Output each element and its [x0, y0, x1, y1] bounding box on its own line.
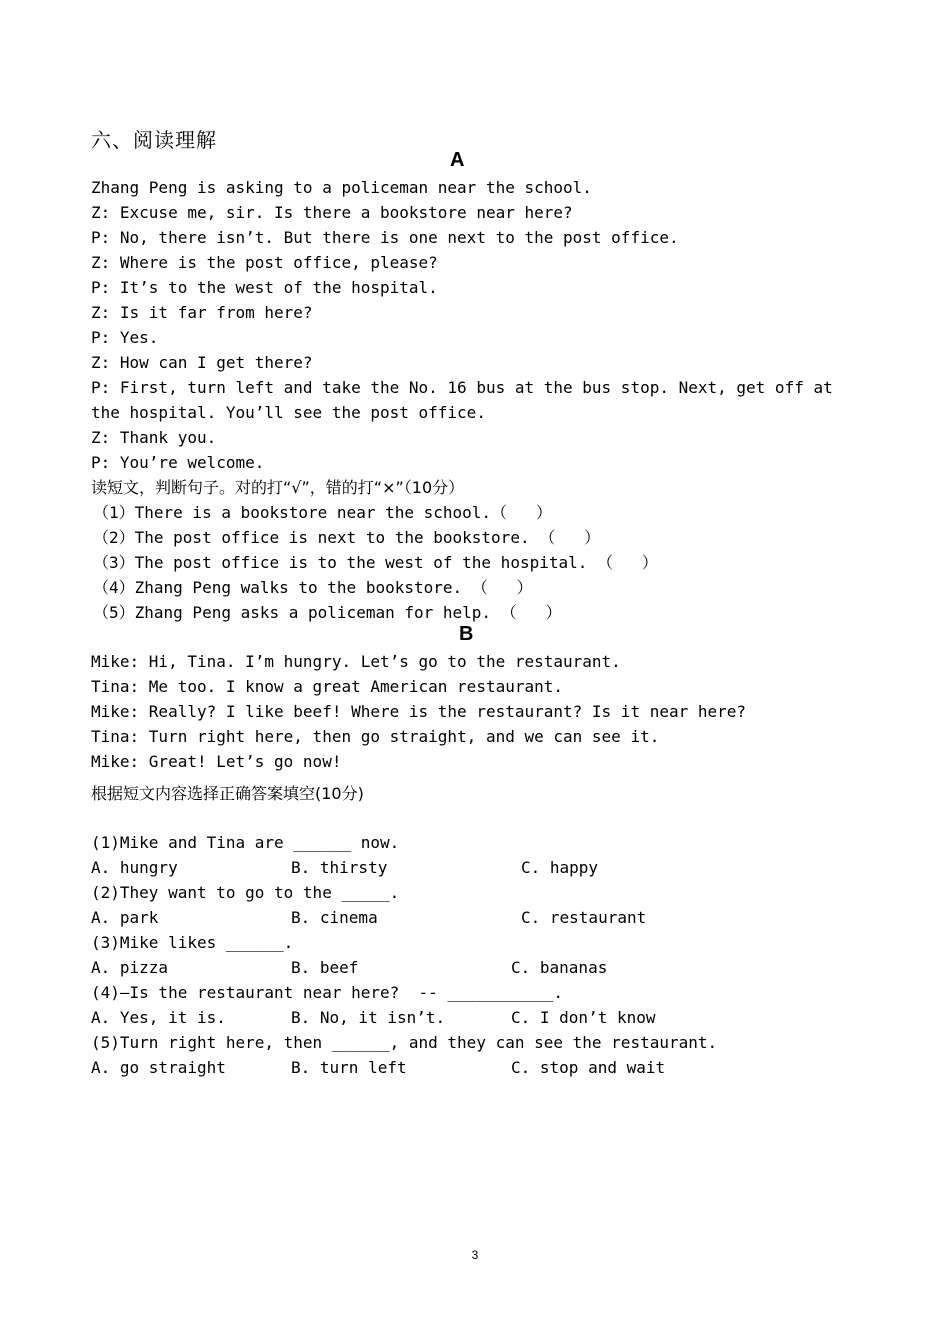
option-c: C. happy	[521, 858, 599, 877]
question-stem: (3)Mike likes ______.	[91, 933, 294, 952]
option-c: C. stop and wait	[511, 1058, 666, 1077]
passage-line: Z: Is it far from here?	[91, 303, 313, 322]
dialogue-line: Tina: Turn right here, then go straight, and we can see it.	[91, 727, 660, 746]
true-false-question: （3）The post office is to the west of the hospital. （ ）	[93, 553, 658, 572]
part-a-instruction: 读短文，判断句子。对的打“√”，错的打“×”（10分）	[91, 478, 465, 497]
option-a: A. pizza	[91, 958, 169, 977]
passage-line: Z: How can I get there?	[91, 353, 313, 372]
question-stem: (1)Mike and Tina are ______ now.	[91, 833, 400, 852]
true-false-question: （5）Zhang Peng asks a policeman for help. （ ）	[93, 603, 562, 622]
question-stem: (2)They want to go to the _____.	[91, 883, 400, 902]
dialogue-line: Mike: Really? I like beef! Where is the restaurant? Is it near here?	[91, 702, 747, 721]
option-a: A. hungry	[91, 858, 178, 877]
section-title: 六、阅读理解	[91, 128, 217, 152]
option-b: B. thirsty	[291, 858, 388, 877]
page-number: 3	[471, 1248, 479, 1262]
question-stem: (5)Turn right here, then ______, and they can see the restaurant.	[91, 1033, 718, 1052]
option-a: A. Yes, it is.	[91, 1008, 226, 1027]
question-stem: (4)–Is the restaurant near here? -- ___________.	[91, 983, 564, 1002]
passage-line: P: It’s to the west of the hospital.	[91, 278, 438, 297]
option-b: B. turn left	[291, 1058, 407, 1077]
true-false-question: （4）Zhang Peng walks to the bookstore. （ ）	[93, 578, 533, 597]
passage-line: Z: Excuse me, sir. Is there a bookstore near here?	[91, 203, 573, 222]
dialogue-line: Mike: Great! Let’s go now!	[91, 752, 342, 771]
passage-line: the hospital. You’ll see the post office.	[91, 403, 486, 422]
passage-line: Z: Thank you.	[91, 428, 217, 447]
passage-line: P: Yes.	[91, 328, 159, 347]
passage-line: P: First, turn left and take the No. 16 bus at the bus stop. Next, get off at	[91, 378, 833, 397]
passage-line: Zhang Peng is asking to a policeman near the school.	[91, 178, 592, 197]
option-c: C. bananas	[511, 958, 608, 977]
option-b: B. cinema	[291, 908, 378, 927]
passage-line: P: No, there isn’t. But there is one next to the post office.	[91, 228, 679, 247]
part-a-heading: A	[450, 149, 465, 171]
option-a: A. park	[91, 908, 159, 927]
passage-line: Z: Where is the post office, please?	[91, 253, 438, 272]
true-false-question: （2）The post office is next to the bookstore. （ ）	[93, 528, 601, 547]
option-b: B. beef	[291, 958, 359, 977]
option-a: A. go straight	[91, 1058, 226, 1077]
part-b-instruction: 根据短文内容选择正确答案填空(10分)	[91, 784, 364, 803]
true-false-question: （1）There is a bookstore near the school.（ ）	[93, 503, 552, 522]
option-c: C. I don’t know	[511, 1008, 656, 1027]
passage-line: P: You’re welcome.	[91, 453, 265, 472]
part-b-heading: B	[459, 623, 474, 645]
option-b: B. No, it isn’t.	[291, 1008, 446, 1027]
dialogue-line: Tina: Me too. I know a great American restaurant.	[91, 677, 564, 696]
option-c: C. restaurant	[521, 908, 647, 927]
dialogue-line: Mike: Hi, Tina. I’m hungry. Let’s go to the restaurant.	[91, 652, 621, 671]
